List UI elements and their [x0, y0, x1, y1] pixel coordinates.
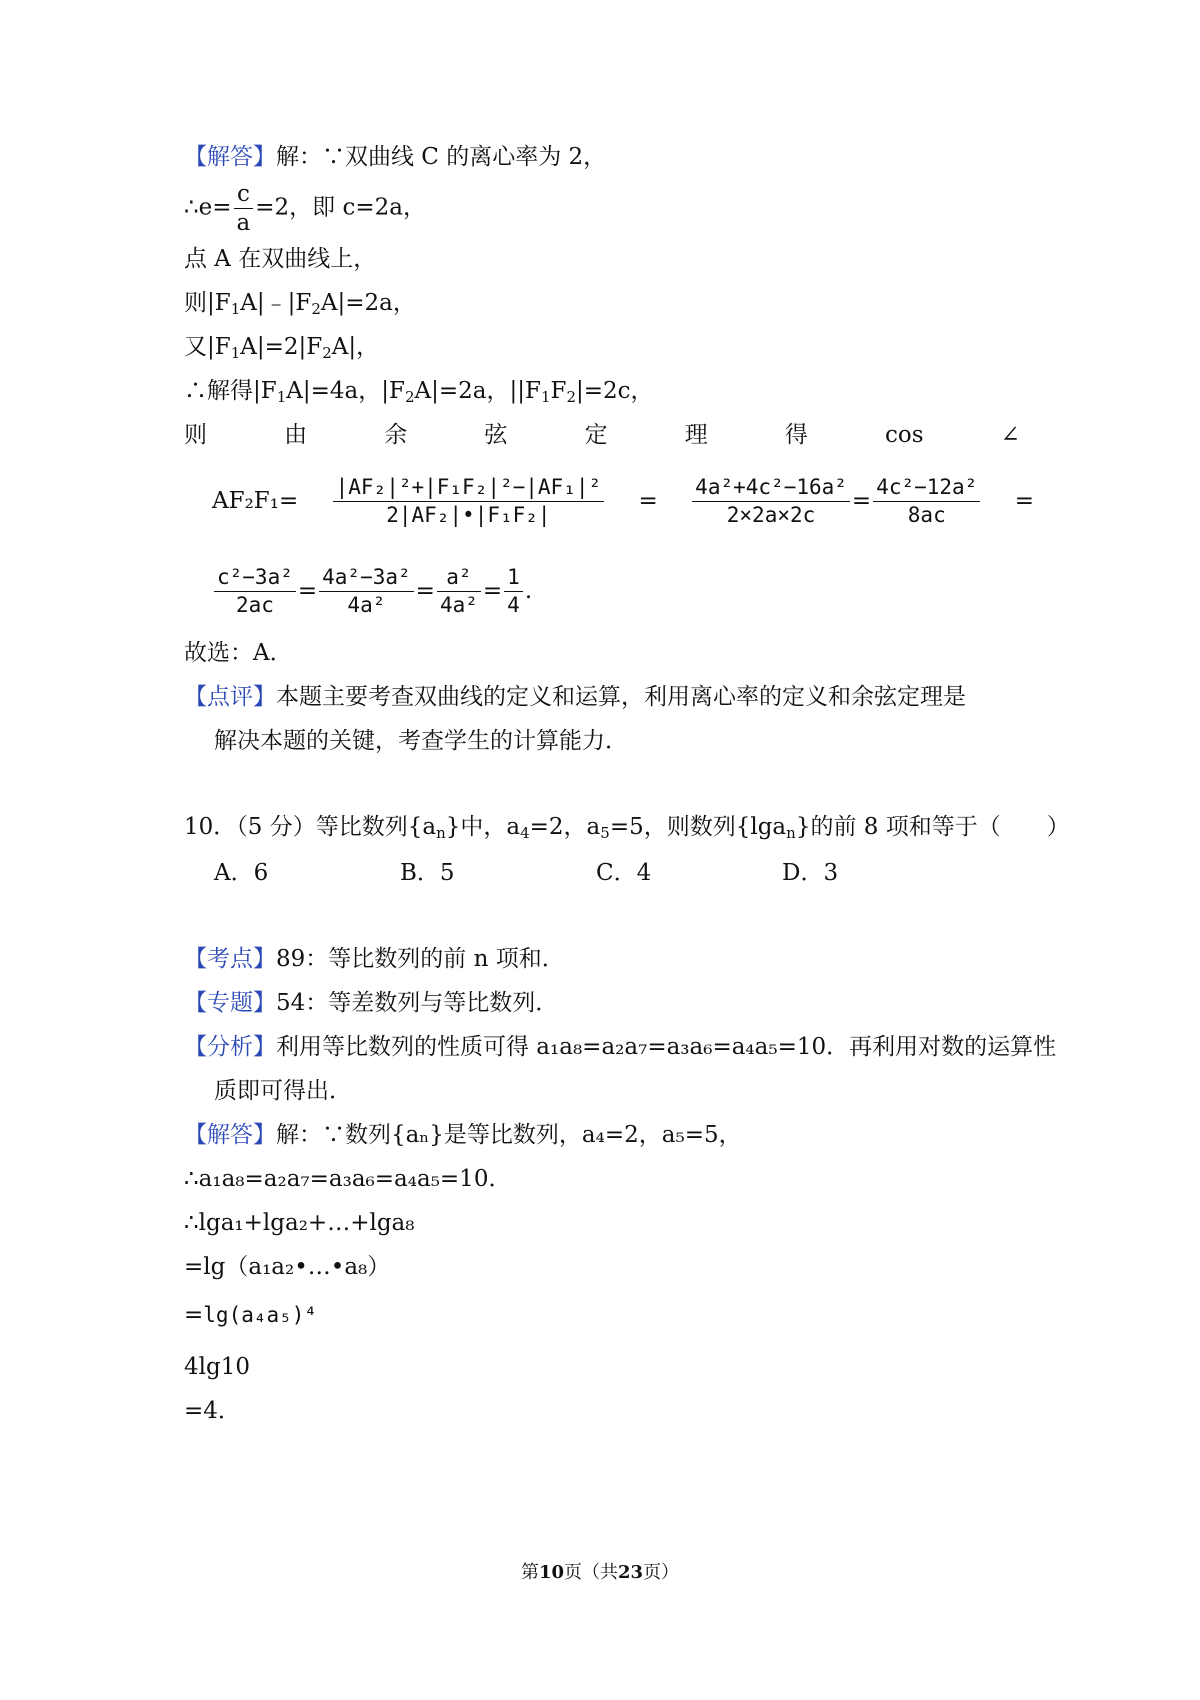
- text-seg: 10．（5 分）等比数列{a: [184, 814, 437, 840]
- text-seg: A|=2a，||F: [414, 378, 541, 404]
- footer-text: 页）: [643, 1562, 680, 1583]
- word: 得: [784, 422, 808, 448]
- angle-label: AF₂F₁=: [212, 488, 299, 514]
- text-seg: }的前 8 项和等于（ ）: [795, 814, 1070, 840]
- q10-answer-line7: =4．: [184, 1398, 241, 1424]
- equals: =: [415, 578, 435, 604]
- word: 理: [684, 422, 708, 448]
- text-seg: 又|F: [184, 334, 231, 360]
- fraction-2: [692, 476, 850, 525]
- frac-num: c²−3a²: [214, 566, 296, 591]
- text-seg: 本题主要考查双曲线的定义和运算，利用离心率的定义和余弦定理是: [276, 684, 966, 710]
- comment-label: 【点评】: [184, 684, 276, 710]
- frac-num: 4a²+4c²−16a²: [692, 476, 850, 501]
- frac-num: c: [234, 182, 254, 209]
- sol9-text: 解：∵双曲线 C 的离心率为 2，: [276, 144, 607, 170]
- option-b[interactable]: B．5: [400, 860, 455, 886]
- text-seg: =2，即 c=2a，: [255, 194, 426, 221]
- frac-den: 4a²: [439, 592, 478, 617]
- frac-num: |AF₂|²+|F₁F₂|²−|AF₁|²: [333, 476, 605, 501]
- text-seg: A|，: [331, 334, 380, 360]
- text-seg: 89：等比数列的前 n 项和．: [276, 946, 565, 972]
- choose-line: 故选：A．: [184, 640, 293, 666]
- fraction-4: [214, 566, 296, 615]
- simplify-line: [212, 556, 1020, 626]
- sol9-line2: [184, 182, 1020, 235]
- text-seg: =2，a: [529, 814, 601, 840]
- text-seg: A|=2|F: [240, 334, 323, 360]
- q10-answer-line5: [184, 1300, 1020, 1330]
- zhuanti-line: [184, 988, 1020, 1018]
- frac-num: 4a²−3a²: [319, 566, 414, 591]
- frac-den: 2×2a×2c: [726, 502, 816, 527]
- text-seg: ∴解得|F: [184, 378, 277, 404]
- total-pages: 23: [618, 1562, 644, 1583]
- equals: =: [184, 1302, 204, 1328]
- fraction-7: [504, 566, 523, 615]
- text-seg: 解：∵数列{aₙ}是等比数列，a₄=2，a₅=5，: [276, 1122, 742, 1148]
- text-seg: A|﹣|F: [240, 290, 312, 316]
- option-a[interactable]: A．6: [214, 860, 269, 886]
- sol9-line1: [184, 142, 1020, 172]
- text-seg: =5，则数列{lga: [609, 814, 787, 840]
- frac-num: 4c²−12a²: [873, 476, 980, 501]
- fraction-3: [873, 476, 980, 525]
- q10-answer-line2: ∴a₁a₈=a₂a₇=a₃a₆=a₄a₅=10．: [184, 1166, 512, 1192]
- sol9-line5: 又$|F_1A|=2|F_2A|$，: [184, 334, 380, 362]
- option-c[interactable]: C．4: [596, 860, 652, 886]
- frac-den: 4a²: [347, 592, 386, 617]
- sol9-line3: 点 A 在双曲线上，: [184, 246, 377, 272]
- text-seg: A|=2a，: [320, 290, 416, 316]
- word: ∠: [1000, 422, 1020, 448]
- word: 由: [284, 422, 308, 448]
- page-footer: [0, 1558, 1200, 1584]
- answer-label: 【解答】: [184, 1122, 276, 1148]
- frac-den: 2ac: [235, 592, 274, 617]
- text-seg: |=2c，: [576, 378, 654, 404]
- frac-num: a²: [437, 566, 481, 591]
- q10-stem: 10．（5 分）等比数列$\{a_n\}$中，$a_4=2$，$a_5=5$，则数列{lga$_n$}的前 8 项和等于（ ）: [184, 814, 1070, 842]
- equals: =: [297, 578, 318, 604]
- text-seg: ∴e=: [184, 194, 232, 221]
- q10-answer-line4: =lg（a₁a₂•…•a₈）: [184, 1254, 391, 1280]
- period: .: [524, 578, 533, 604]
- sol9-line6: ∴解得$|F_1A|=4a$，$|F_2A|=2a$，$||F_1F_2|=2c$，: [184, 378, 654, 406]
- q10-answer-line6: 4lg10: [184, 1354, 250, 1380]
- sol9-line4: 则$|F_1A|﹣|F_2A|=2a$，: [184, 290, 416, 318]
- word: 则: [184, 422, 207, 448]
- page-number: 10: [538, 1562, 564, 1583]
- cos-law-line: [184, 420, 1020, 450]
- frac-den: 4: [507, 592, 520, 617]
- fenxi-line2: 质即可得出．: [214, 1078, 352, 1104]
- text-seg: 利用等比数列的性质可得 a₁a₈=a₂a₇=a₃a₆=a₄a₅=10．再利用对数的运算性: [276, 1034, 1057, 1060]
- text-seg: 54：等差数列与等比数列．: [276, 990, 559, 1016]
- word: 定: [584, 422, 608, 448]
- fraction-group: [690, 466, 982, 536]
- frac-den: 8ac: [907, 502, 946, 527]
- option-d[interactable]: D．3: [782, 860, 839, 886]
- fenxi-label: 【分析】: [184, 1034, 276, 1060]
- cos-formula-line: [212, 466, 1034, 536]
- equals: =: [638, 488, 658, 514]
- q10-answer-line1: [184, 1120, 1020, 1150]
- kaodian-label: 【考点】: [184, 946, 276, 972]
- text-seg: F: [550, 378, 567, 404]
- fraction-5: [319, 566, 414, 615]
- comment-line2: 解决本题的关键，考查学生的计算能力．: [214, 728, 628, 754]
- text-seg: }中，a: [445, 814, 521, 840]
- fraction-c-over-a: [234, 182, 254, 235]
- equals: =: [482, 578, 503, 604]
- footer-text: 第: [520, 1562, 539, 1583]
- frac-num: 1: [504, 566, 523, 591]
- fenxi-line1: [184, 1032, 1057, 1062]
- fraction-6: [437, 566, 481, 615]
- footer-text: 页（共: [564, 1562, 618, 1583]
- comment-line1: [184, 682, 1020, 712]
- text-seg: A|=4a，|F: [286, 378, 405, 404]
- word: 余: [384, 422, 408, 448]
- equals: =: [851, 488, 872, 514]
- answer-label: 【解答】: [184, 144, 276, 170]
- word: 弦: [484, 422, 508, 448]
- frac-den: a: [236, 210, 251, 237]
- q10-answer-line3: ∴lga₁+lga₂+…+lga₈: [184, 1210, 415, 1236]
- kaodian-line: [184, 944, 1020, 974]
- text-seg: 则|F: [184, 290, 231, 316]
- word: cos: [884, 422, 924, 448]
- q10-options: [214, 858, 1020, 888]
- fraction-cosine-law: [333, 476, 605, 525]
- zhuanti-label: 【专题】: [184, 990, 276, 1016]
- frac-den: 2|AF₂|•|F₁F₂|: [386, 502, 551, 527]
- log-expression: lg(a₄a₅)⁴: [203, 1303, 318, 1327]
- equals: =: [1014, 488, 1034, 514]
